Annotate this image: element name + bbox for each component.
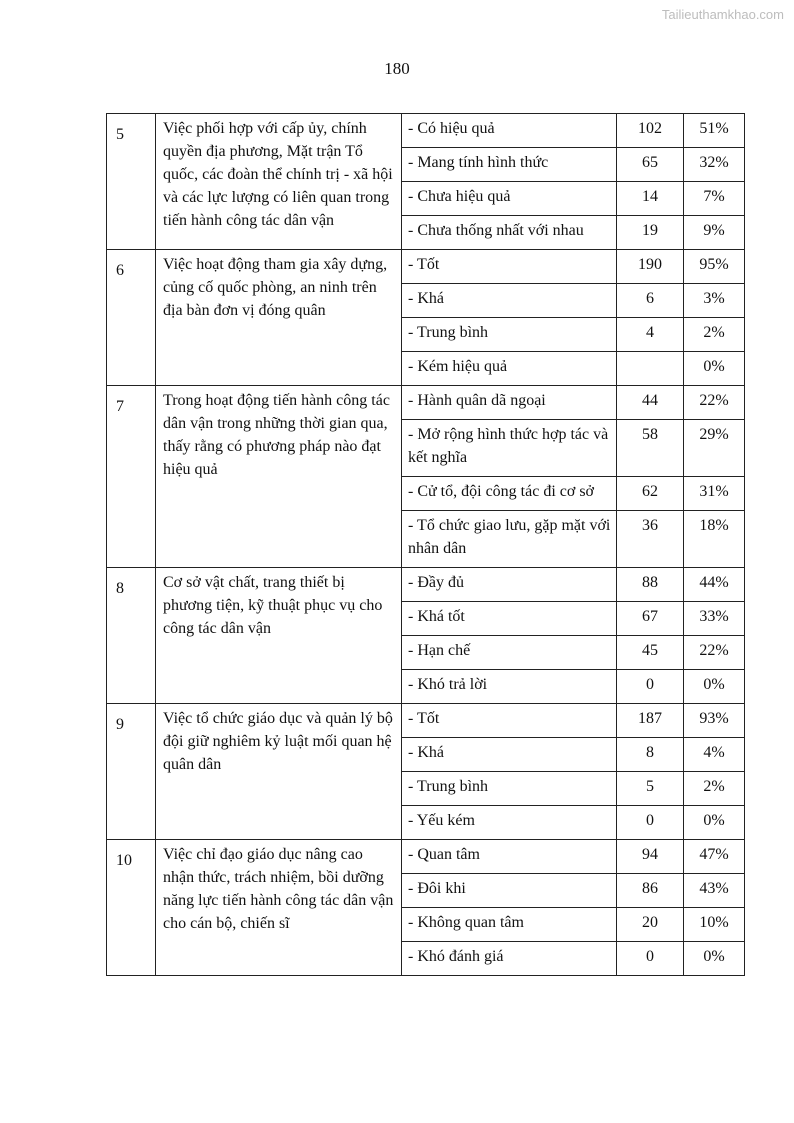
answer-option: - Yếu kém (402, 806, 617, 840)
table-row (107, 250, 745, 284)
watermark: Tailieuthamkhao.com (661, 7, 784, 22)
answer-count: 44 (617, 386, 684, 420)
answer-percent: 9% (684, 216, 745, 250)
answer-count: 102 (617, 114, 684, 148)
answer-percent: 22% (684, 386, 745, 420)
answer-option: - Tốt (402, 704, 617, 738)
answer-option: - Cử tổ, đội công tác đi cơ sở (402, 477, 617, 511)
answer-count: 45 (617, 636, 684, 670)
answer-percent: 33% (684, 602, 745, 636)
answer-count: 0 (617, 670, 684, 704)
answer-count: 5 (617, 772, 684, 806)
answer-option: - Có hiệu quả (402, 114, 617, 148)
answer-percent: 22% (684, 636, 745, 670)
answer-percent: 0% (684, 352, 745, 386)
table-row (107, 704, 745, 738)
answer-count: 190 (617, 250, 684, 284)
answer-count: 62 (617, 477, 684, 511)
answer-count: 6 (617, 284, 684, 318)
answer-percent: 2% (684, 318, 745, 352)
question-number: 5 (107, 114, 156, 250)
answer-option: - Hành quân dã ngoại (402, 386, 617, 420)
answer-option: - Tốt (402, 250, 617, 284)
answer-option: - Khá (402, 284, 617, 318)
answer-percent: 0% (684, 670, 745, 704)
question-number: 6 (107, 250, 156, 386)
question-text: Việc chỉ đạo giáo dục nâng cao nhận thức, trách nhiệm, bồi dưỡng năng lực tiến hành công tác dân vận cho cán bộ, chiến sĩ (156, 840, 402, 976)
answer-count: 0 (617, 942, 684, 976)
answer-percent: 43% (684, 874, 745, 908)
answer-option: - Chưa hiệu quả (402, 182, 617, 216)
answer-percent: 47% (684, 840, 745, 874)
answer-percent: 51% (684, 114, 745, 148)
answer-option: - Hạn chế (402, 636, 617, 670)
answer-percent: 29% (684, 420, 745, 477)
answer-count: 94 (617, 840, 684, 874)
answer-count: 88 (617, 568, 684, 602)
answer-option: - Không quan tâm (402, 908, 617, 942)
question-text: Việc phối hợp với cấp ủy, chính quyền địa phương, Mặt trận Tổ quốc, các đoàn thể chính trị - xã hội và các lực lượng có liên quan trong tiến hành công tác dân vận (156, 114, 402, 250)
answer-option: - Khó trả lời (402, 670, 617, 704)
answer-option: - Trung bình (402, 318, 617, 352)
question-number: 10 (107, 840, 156, 976)
question-number: 9 (107, 704, 156, 840)
answer-option: - Đầy đủ (402, 568, 617, 602)
answer-count: 19 (617, 216, 684, 250)
survey-table (106, 113, 745, 976)
answer-option: - Trung bình (402, 772, 617, 806)
answer-count: 20 (617, 908, 684, 942)
answer-percent: 0% (684, 806, 745, 840)
answer-option: - Chưa thống nhất với nhau (402, 216, 617, 250)
answer-count: 0 (617, 806, 684, 840)
question-text: Trong hoạt động tiến hành công tác dân vận trong những thời gian qua, thấy rằng có phương pháp nào đạt hiệu quả (156, 386, 402, 568)
answer-percent: 95% (684, 250, 745, 284)
answer-option: - Khó đánh giá (402, 942, 617, 976)
answer-option: - Khá (402, 738, 617, 772)
answer-percent: 0% (684, 942, 745, 976)
answer-count: 4 (617, 318, 684, 352)
answer-count: 58 (617, 420, 684, 477)
answer-count: 187 (617, 704, 684, 738)
answer-option: - Đôi khi (402, 874, 617, 908)
question-text: Cơ sở vật chất, trang thiết bị phương tiện, kỹ thuật phục vụ cho công tác dân vận (156, 568, 402, 704)
answer-count: 67 (617, 602, 684, 636)
question-number: 7 (107, 386, 156, 568)
answer-count: 86 (617, 874, 684, 908)
answer-option: - Mang tính hình thức (402, 148, 617, 182)
table-row (107, 568, 745, 602)
page-number: 180 (384, 59, 410, 78)
answer-count (617, 352, 684, 386)
answer-percent: 10% (684, 908, 745, 942)
answer-percent: 44% (684, 568, 745, 602)
question-text: Việc hoạt động tham gia xây dựng, củng cố quốc phòng, an ninh trên địa bàn đơn vị đóng quân (156, 250, 402, 386)
answer-option: - Quan tâm (402, 840, 617, 874)
answer-option: - Mở rộng hình thức hợp tác và kết nghĩa (402, 420, 617, 477)
answer-option: - Khá tốt (402, 602, 617, 636)
answer-percent: 18% (684, 511, 745, 568)
table-row (107, 840, 745, 874)
question-text: Việc tổ chức giáo dục và quản lý bộ đội giữ nghiêm kỷ luật mối quan hệ quân dân (156, 704, 402, 840)
answer-percent: 32% (684, 148, 745, 182)
answer-count: 65 (617, 148, 684, 182)
answer-option: - Kém hiệu quả (402, 352, 617, 386)
answer-percent: 2% (684, 772, 745, 806)
answer-count: 36 (617, 511, 684, 568)
survey-table-body (107, 114, 745, 976)
answer-count: 8 (617, 738, 684, 772)
table-row (107, 386, 745, 420)
answer-percent: 93% (684, 704, 745, 738)
question-number: 8 (107, 568, 156, 704)
answer-percent: 7% (684, 182, 745, 216)
table-row (107, 114, 745, 148)
answer-percent: 3% (684, 284, 745, 318)
answer-percent: 31% (684, 477, 745, 511)
answer-percent: 4% (684, 738, 745, 772)
answer-count: 14 (617, 182, 684, 216)
answer-option: - Tổ chức giao lưu, gặp mặt với nhân dân (402, 511, 617, 568)
